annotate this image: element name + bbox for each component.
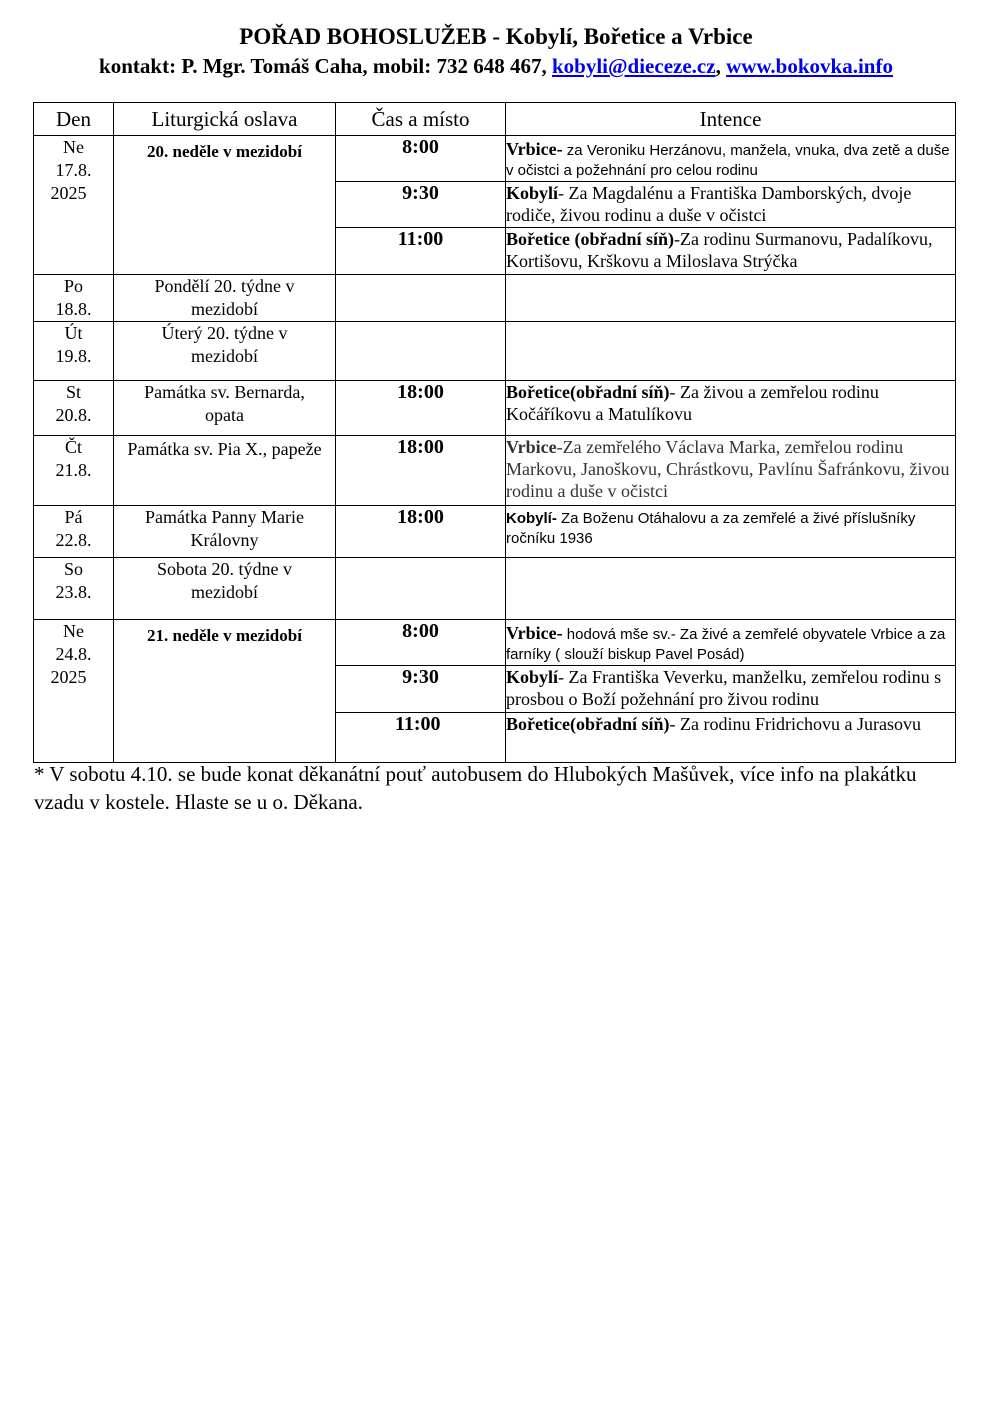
table-row [34, 136, 956, 182]
intention-place: Vrbice- [506, 139, 563, 159]
table-header-row [34, 103, 956, 136]
intention-cell [506, 620, 956, 666]
celebration-cell: 21. neděle v mezidobí [114, 620, 336, 763]
celebration-line-1: Sobota 20. týdne v [157, 559, 292, 579]
time-cell: 18:00 [336, 381, 506, 436]
intention-cell [506, 713, 956, 763]
intention-text: Za Boženu Otáhalovu a za zemřelé a živé příslušníky ročníku 1936 [506, 510, 916, 547]
celebration-line-2: mezidobí [191, 299, 258, 319]
day-cell [34, 275, 114, 322]
intention-text: - Za Františka Veverku, manželku, zemřelou rodinu s prosbou o Boží požehnání pro živou rodinu [506, 667, 942, 709]
time-cell [336, 558, 506, 620]
header-day: Den [34, 103, 114, 136]
table-row [34, 558, 956, 620]
celebration-cell: 20. neděle v mezidobí [114, 136, 336, 275]
intention-text: - Za živou a zemřelou rodinu Kočáříkovu a Matulíkovu [506, 382, 879, 424]
time-cell: 11:00 [336, 228, 506, 275]
footnote: * V sobotu 4.10. se bude konat děkanátní pouť autobusem do Hlubokých Mašůvek, více info na plakátku vzadu v kostele. Hlaste se u o. Děkana. [34, 762, 917, 814]
day-abbr: Út [64, 323, 83, 343]
page-title: POŘAD BOHOSLUŽEB - Kobylí, Bořetice a Vrbice [239, 24, 753, 49]
table-row [34, 381, 956, 436]
day-cell [34, 506, 114, 558]
celebration-line-2: opata [205, 405, 244, 425]
contact-text: kontakt: P. Mgr. Tomáš Caha, mobil: 732 648 467, [99, 54, 547, 78]
celebration-line-1: Památka sv. Bernarda, [144, 382, 305, 402]
contact-separator: , [715, 54, 721, 78]
intention-place: Kobylí [506, 667, 559, 687]
celebration-line-1: Památka Panny Marie [145, 507, 304, 527]
celebration-cell [114, 506, 336, 558]
time-cell: 9:30 [336, 182, 506, 228]
day-cell [34, 322, 114, 381]
time-cell [336, 322, 506, 381]
intention-cell [506, 228, 956, 275]
celebration-cell [114, 381, 336, 436]
intention-place: Bořetice (obřadní síň) [506, 229, 674, 249]
time-cell [336, 275, 506, 322]
intention-place: Bořetice(obřadní síň) [506, 714, 670, 734]
celebration-cell [114, 322, 336, 381]
day-date: 19.8. [55, 346, 92, 366]
intention-cell [506, 182, 956, 228]
header-intention: Intence [506, 103, 956, 136]
intention-place: Kobylí- [506, 510, 557, 527]
day-year: 2025 [50, 667, 87, 687]
email-link[interactable]: kobyli@dieceze.cz [551, 54, 716, 78]
intention-place: Kobylí [506, 183, 559, 203]
table-row [34, 275, 956, 322]
intention-text: -Za rodinu Surmanovu, Padalíkovu, Kortišovu, Krškovu a Miloslava Strýčka [506, 229, 933, 271]
day-abbr: Ne [63, 621, 84, 641]
day-abbr: St [65, 382, 81, 402]
intention-cell [506, 136, 956, 182]
day-year: 2025 [50, 183, 87, 203]
day-cell [34, 558, 114, 620]
table-row [34, 436, 956, 506]
intention-cell [506, 381, 956, 436]
celebration-cell [114, 275, 336, 322]
day-abbr: Čt [64, 437, 82, 457]
intention-text: za Veroniku Herzánovu, manžela, vnuka, dva zetě a duše v očistci a požehnání pro celou rodinu [506, 142, 950, 179]
table-row [34, 620, 956, 666]
website-link[interactable]: www.bokovka.info [726, 54, 893, 78]
header-celebration: Liturgická oslava [114, 103, 336, 136]
time-cell: 18:00 [336, 436, 506, 506]
table-row [34, 506, 956, 558]
celebration-cell [114, 558, 336, 620]
day-cell [34, 620, 114, 763]
time-cell: 9:30 [336, 666, 506, 713]
intention-text: hodová mše sv.- Za živé a zemřelé obyvatele Vrbice a za farníky ( slouží biskup Pavel Posád) [506, 626, 946, 663]
time-cell: 8:00 [336, 620, 506, 666]
day-date: 18.8. [55, 299, 92, 319]
day-date: 23.8. [55, 582, 92, 602]
intention-place: Bořetice(obřadní síň) [506, 382, 670, 402]
intention-cell [506, 558, 956, 620]
intention-cell [506, 322, 956, 381]
intention-place: Vrbice [506, 437, 557, 457]
day-date: 20.8. [55, 405, 92, 425]
intention-text: - Za Magdalénu a Františka Damborských, dvoje rodiče, živou rodinu a duše v očistci [506, 183, 912, 225]
table-row [34, 322, 956, 381]
intention-cell [506, 275, 956, 322]
celebration-line-2: mezidobí [191, 346, 258, 366]
day-abbr: Pá [64, 507, 83, 527]
celebration-line-1: Pondělí 20. týdne v [154, 276, 295, 296]
intention-text: - Za rodinu Fridrichovu a Jurasovu [669, 714, 921, 734]
celebration-line-2: mezidobí [191, 582, 258, 602]
day-abbr: So [63, 559, 83, 579]
day-abbr: Ne [63, 137, 84, 157]
day-date: 24.8. [55, 644, 92, 664]
contact-line [0, 54, 992, 79]
day-cell [34, 136, 114, 275]
celebration-line-1: Úterý 20. týdne v [161, 323, 288, 343]
day-date: 22.8. [55, 530, 92, 550]
intention-cell [506, 506, 956, 558]
celebration-cell [114, 436, 336, 506]
day-cell [34, 436, 114, 506]
intention-place: Vrbice- [506, 623, 563, 643]
intention-cell [506, 666, 956, 713]
day-abbr: Po [63, 276, 83, 296]
header-time-place: Čas a místo [336, 103, 506, 136]
intention-cell [506, 436, 956, 506]
celebration-line-1: Památka sv. Pia X., papeže [127, 439, 322, 459]
time-cell: 8:00 [336, 136, 506, 182]
time-cell: 18:00 [336, 506, 506, 558]
day-date: 21.8. [55, 460, 92, 480]
day-cell [34, 381, 114, 436]
celebration-line-2: Královny [190, 530, 259, 550]
intention-text: -Za zemřelého Václava Marka, zemřelou rodinu Markovu, Janoškovu, Chrástkovu, Pavlínu Šafránkovu, živou rodinu a duše v očistci [506, 437, 950, 501]
day-date: 17.8. [55, 160, 92, 180]
schedule-table [33, 102, 956, 763]
time-cell: 11:00 [336, 713, 506, 763]
